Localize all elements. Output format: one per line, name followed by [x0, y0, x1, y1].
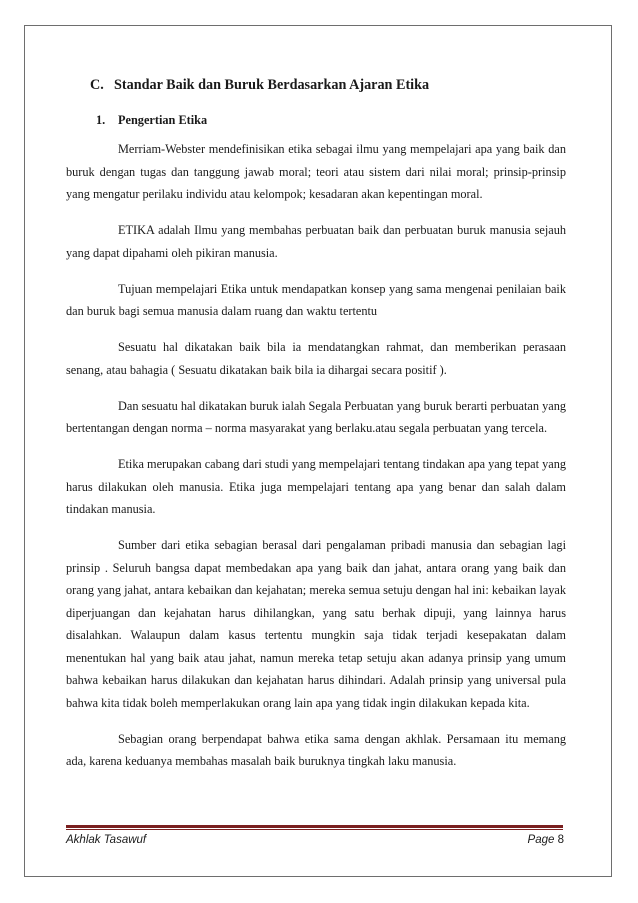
section-heading [90, 76, 566, 95]
paragraph: Sumber dari etika sebagian berasal dari pengalaman pribadi manusia dan sebagian lagi prinsip . Seluruh bangsa dapat membedakan apa yang baik dan jahat, antara orang yang baik dan orang yang jahat, antara kebaikan dan kejahatan; mereka semua setuju dengan hal ini: kebaikan layak diperjuangan dan kejahatan harus dihilangkan, yang satu berhak dipuji, yang lainnya harus disalahkan. Walaupun dalam kasus tertentu mungkin saja tidak terjadi kesepakatan dalam menentukan hal yang baik atau jahat, namun mereka tetap setuju akan adanya prinsip yang umum bahwa kebaikan harus dilakukan dan kejahatan harus dihindari. Adalah prinsip yang universal pula bahwa kita tidak boleh memperlakukan orang lain apa yang tidak ingin dilakukan kepada kita. [66, 538, 566, 710]
document-body [66, 76, 566, 786]
footer-page-number [528, 834, 564, 846]
subsection-heading [96, 111, 566, 129]
page-label: Page [527, 834, 555, 846]
subsection-number: 1. [96, 113, 106, 127]
paragraph: Sesuatu hal dikatakan baik bila ia mendatangkan rahmat, dan memberikan perasaan senang, atau bahagia ( Sesuatu dikatakan baik bila ia dihargai secara positif ). [66, 340, 566, 377]
subsection-title: Pengertian Etika [118, 113, 208, 127]
section-label: C. [90, 77, 104, 93]
section-title: Standar Baik dan Buruk Berdasarkan Ajaran Etika [114, 77, 430, 93]
paragraph: Sebagian orang berpendapat bahwa etika sama dengan akhlak. Persamaan itu memang ada, karena keduanya membahas masalah baik buruknya tingkah laku manusia. [66, 731, 566, 768]
paragraph: Dan sesuatu hal dikatakan buruk ialah Segala Perbuatan yang buruk berarti perbuatan yang bertentangan dengan norma – norma masyarakat yang berlaku.atau segala perbuatan yang tercela. [66, 398, 566, 435]
page-number: 8 [557, 834, 564, 846]
footer-rule-thin [66, 829, 563, 830]
paragraph: Tujuan mempelajari Etika untuk mendapatkan konsep yang sama mengenai penilaian baik dan buruk bagi semua manusia dalam ruang dan waktu tertentu [66, 281, 566, 318]
footer-rule-thick [66, 825, 563, 828]
paragraph: ETIKA adalah Ilmu yang membahas perbuatan baik dan perbuatan buruk manusia sejauh yang dapat dipahami oleh pikiran manusia. [66, 223, 566, 260]
paragraph: Merriam-Webster mendefinisikan etika sebagai ilmu yang mempelajari apa yang baik dan buruk dengan tugas dan tanggung jawab moral; teori atau sistem dari nilai moral; prinsip-prinsip yang mengatur perilaku individu atau kelompok; kesadaran akan kepentingan moral. [66, 142, 566, 201]
footer-title: Akhlak Tasawuf [66, 834, 147, 846]
paragraph: Etika merupakan cabang dari studi yang mempelajari tentang tindakan apa yang tepat yang harus dilakukan oleh manusia. Etika juga mempelajari tentang apa yang benar dan salah dalam tindakan manusia. [66, 457, 566, 516]
